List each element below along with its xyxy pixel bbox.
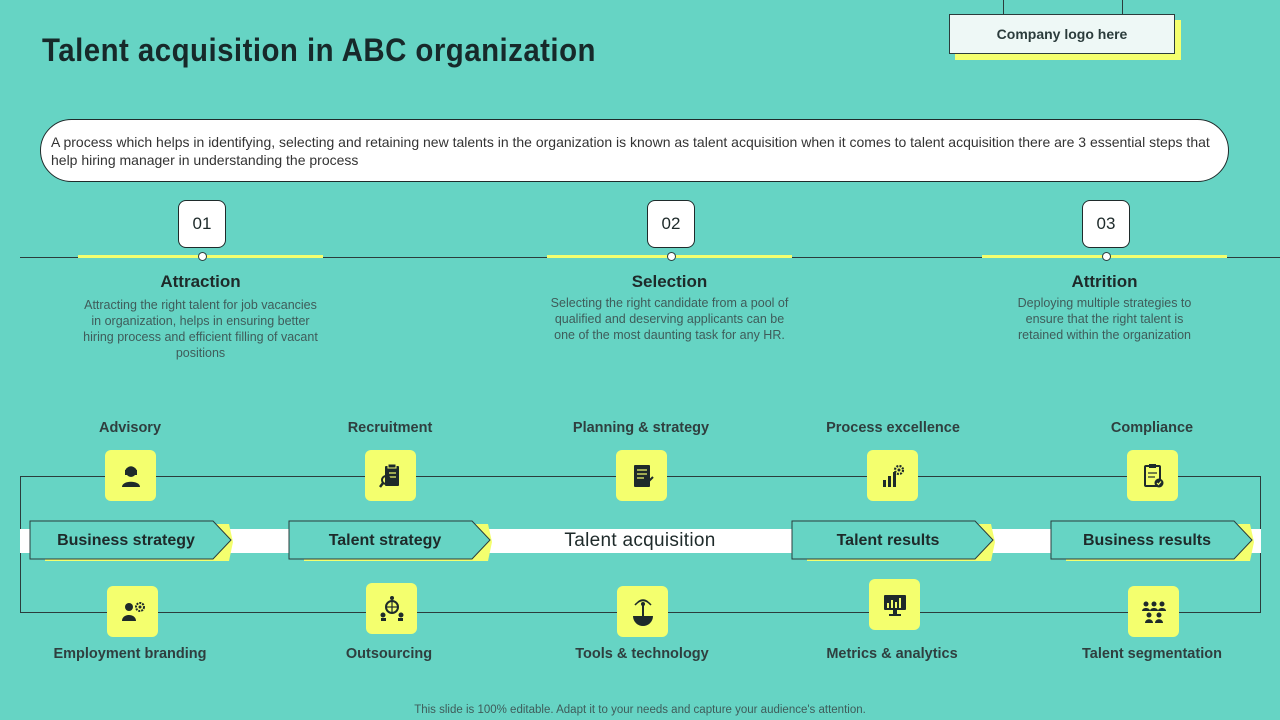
- step-number: 01: [178, 200, 226, 248]
- step-dot: [667, 252, 676, 261]
- arrow-business-results: [1050, 520, 1254, 561]
- logo-text: Company logo here: [949, 14, 1175, 54]
- label-recruitment: Recruitment: [347, 420, 433, 436]
- label-talent-segmentation: Talent segmentation: [1082, 646, 1222, 662]
- step-label: Attraction: [160, 272, 241, 291]
- segmentation-icon: [1128, 586, 1179, 637]
- label-tools-technology: Tools & technology: [575, 646, 709, 662]
- compliance-icon: [1127, 450, 1178, 501]
- step-description: Attracting the right talent for job vacancies in organization, helps in ensuring better hiring process and efficient filling of vacant positions: [83, 298, 318, 360]
- arrow-label: Talent results: [836, 532, 940, 549]
- label-compliance: Compliance: [1110, 420, 1194, 436]
- label-advisory: Advisory: [98, 420, 162, 436]
- arrow-business-strategy: [29, 520, 233, 561]
- step-dot: [1102, 252, 1111, 261]
- label-metrics-analytics: Metrics & analytics: [826, 646, 958, 662]
- company-logo-placeholder: [949, 14, 1181, 60]
- center-label: Talent acquisition: [564, 530, 716, 551]
- step-label: Attrition: [1071, 272, 1138, 291]
- planning-icon: [616, 450, 667, 501]
- arrow-talent-strategy: [288, 520, 492, 561]
- page-title: Talent acquisition in ABC organization: [42, 32, 596, 68]
- step-label: Selection: [631, 272, 708, 291]
- intro-description: A process which helps in identifying, selecting and retaining new talents in the organization is known as talent acquisition when it comes to talent acquisition there are 3 essential steps that help hiring manager in understanding the process: [40, 119, 1229, 182]
- advisor-icon: [105, 450, 156, 501]
- logo-hanger-left: [1003, 0, 1004, 14]
- step-dot: [198, 252, 207, 261]
- label-process-excellence: Process excellence: [826, 420, 960, 436]
- step-description: Deploying multiple strategies to ensure that the right talent is retained within the organization: [1017, 296, 1192, 342]
- label-employment-branding: Employment branding: [53, 646, 207, 662]
- metrics-icon: [869, 579, 920, 630]
- outsourcing-icon: [366, 583, 417, 634]
- label-outsourcing: Outsourcing: [345, 646, 433, 662]
- step-number: 02: [647, 200, 695, 248]
- branding-icon: [107, 586, 158, 637]
- tools-icon: [617, 586, 668, 637]
- footer-note: This slide is 100% editable. Adapt it to your needs and capture your audience's attention.: [414, 704, 866, 716]
- arrow-talent-results: [791, 520, 995, 561]
- arrow-label: Business strategy: [57, 532, 195, 549]
- label-planning-strategy: Planning & strategy: [572, 420, 710, 436]
- step-number: 03: [1082, 200, 1130, 248]
- logo-hanger-right: [1122, 0, 1123, 14]
- recruitment-icon: [365, 450, 416, 501]
- step-description: Selecting the right candidate from a pool of qualified and deserving applicants can be one of the most daunting task for any HR.: [550, 296, 789, 342]
- process-icon: [867, 450, 918, 501]
- arrow-label: Talent strategy: [328, 532, 442, 549]
- arrow-label: Business results: [1082, 532, 1212, 549]
